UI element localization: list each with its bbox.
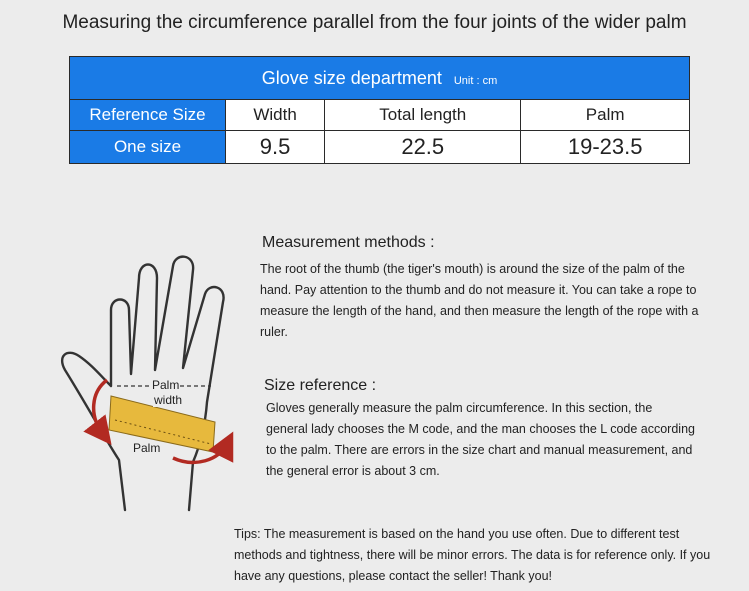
header-width: Width — [226, 100, 325, 131]
measurement-methods-text: The root of the thumb (the tiger's mouth) is around the size of the palm of the hand. Pay attention to the thumb and do not measure it. You can take a rope to measure the length of the hand, and then measure the length of the rope with a ruler. — [260, 262, 699, 339]
table-title: Glove size department — [261, 67, 442, 88]
size-reference-text: Gloves generally measure the palm circumference. In this section, the general lady chooses the M code, and the man chooses the L code according to the palm. There are errors in the size chart and manual measurement, and the general error is about 3 cm. — [266, 401, 695, 478]
table-unit: Unit : cm — [453, 74, 498, 87]
value-size: One size — [70, 131, 226, 164]
value-total-length: 22.5 — [325, 131, 521, 164]
glove-size-table — [69, 56, 690, 164]
measurement-methods-title: Measurement methods : — [262, 234, 435, 251]
table-value-row — [70, 131, 690, 164]
value-palm: 19-23.5 — [521, 131, 690, 164]
tips-text: Tips: The measurement is based on the hand you use often. Due to different test methods and tightness, there will be minor errors. The data is for reference only. If you have any questions, please contact the seller! Thank you! — [234, 527, 711, 583]
value-width: 9.5 — [226, 131, 325, 164]
table-title-cell — [70, 57, 690, 100]
label-palm-top: Palm — [152, 378, 180, 392]
header-palm: Palm — [521, 100, 690, 131]
label-width: width — [154, 393, 183, 407]
header-total-length: Total length — [325, 100, 521, 131]
label-palm-bottom: Palm — [133, 441, 161, 455]
size-reference-title: Size reference : — [264, 377, 377, 394]
header-reference-size: Reference Size — [70, 100, 226, 131]
table-header-row — [70, 100, 690, 131]
hand-outline-icon — [55, 252, 245, 514]
hand-measurement-illustration — [55, 252, 245, 514]
page-headline: Measuring the circumference parallel from the four joints of the wider palm — [62, 12, 687, 33]
